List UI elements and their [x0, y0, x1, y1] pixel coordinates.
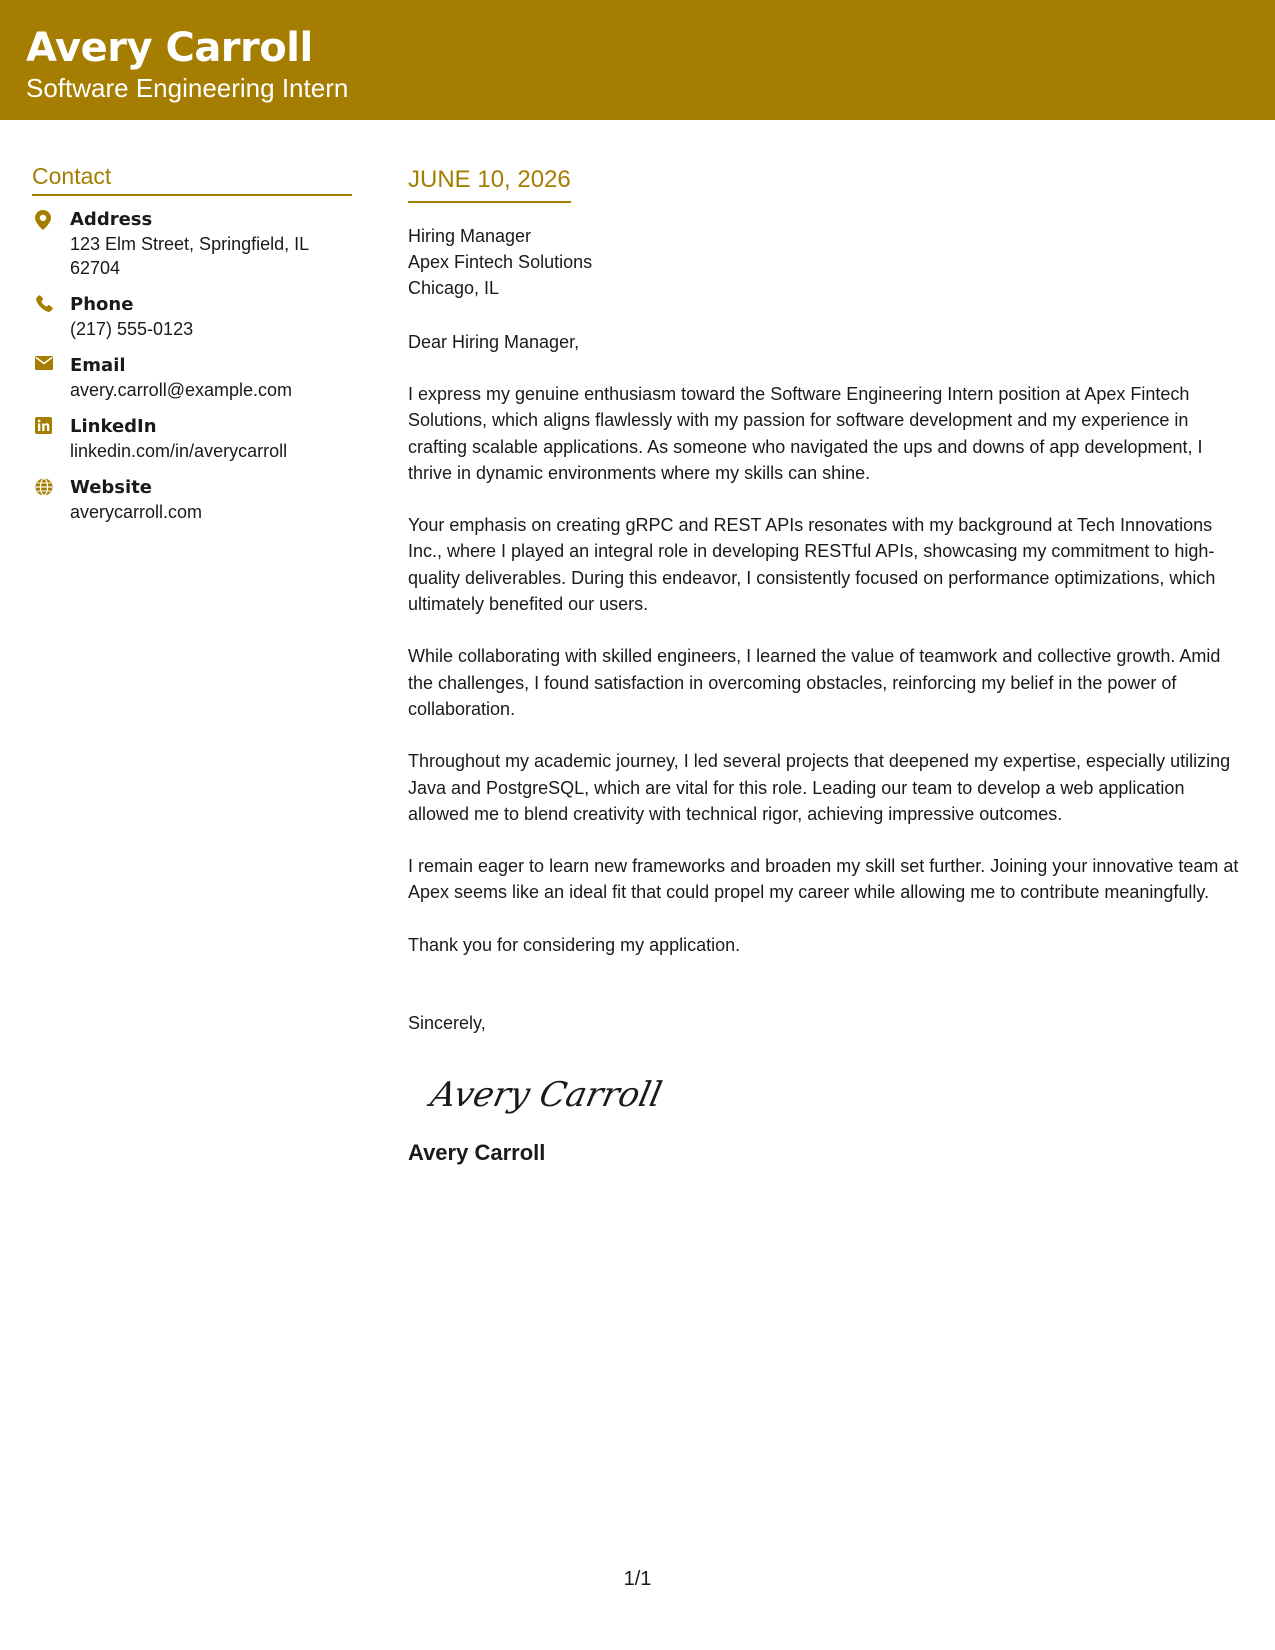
page-number: 1/1: [623, 1568, 652, 1590]
signature-text: Avery Carroll: [427, 1075, 666, 1115]
linkedin-icon: [32, 415, 70, 434]
contact-heading: Contact: [32, 160, 352, 196]
letter-paragraph: I express my genuine enthusiasm toward the Software Engineering Intern position at Apex Fintech Solutions, which aligns flawlessly with my passion for software development and my experience in crafting scalable applications. As someone who navigated the ups and downs of app development, I thrive in dynamic environments where my skills can shine.: [408, 384, 1203, 483]
recipient-line: Hiring Manager: [408, 226, 532, 246]
recipient-line: Apex Fintech Solutions: [408, 252, 593, 272]
letter-paragraph: While collaborating with skilled engineers, I learned the value of teamwork and collective growth. Amid the challenges, I found satisfaction in overcoming obstacles, reinforcing my belief in the power of collaboration.: [408, 646, 1221, 719]
letter-paragraph: Thank you for considering my application.: [408, 934, 741, 955]
salutation: Dear Hiring Manager,: [408, 332, 580, 352]
contact-value: (217) 555-0123: [70, 319, 194, 339]
applicant-title: Software Engineering Intern: [26, 73, 349, 103]
contact-label: Phone: [70, 294, 134, 315]
contact-item-website: [32, 476, 352, 524]
header-band: [0, 0, 1275, 120]
contact-value: avery.carroll@example.com: [70, 380, 293, 400]
letter-paragraph: Your emphasis on creating gRPC and REST APIs resonates with my background at Tech Innovations Inc., where I played an integral role in developing RESTful APIs, showcasing my commitment to high-quality deliverables. During this endeavor, I consistently focused on performance optimizations, which ultimately benefited our users.: [408, 515, 1216, 615]
letter-date: JUNE 10, 2026: [408, 163, 571, 203]
applicant-name: Avery Carroll: [26, 25, 313, 71]
contact-value: averycarroll.com: [70, 502, 203, 522]
contact-item-linkedin: [32, 415, 352, 463]
location-pin-icon: [32, 208, 70, 230]
globe-icon: [32, 476, 70, 496]
recipient-block: [408, 223, 1248, 301]
recipient-line: Chicago, IL: [408, 278, 500, 298]
contact-label: Address: [70, 209, 153, 230]
letter-body: [408, 163, 1248, 1168]
contact-sidebar: [32, 160, 352, 537]
letter-paragraph: Throughout my academic journey, I led several projects that deepened my expertise, especially utilizing Java and PostgreSQL, which are vital for this role. Leading our team to develop a web application allowed me to blend creativity with technical rigor, achieving impressive outcomes.: [408, 751, 1231, 824]
phone-icon: [32, 293, 70, 313]
signed-name: Avery Carroll: [408, 1140, 546, 1166]
contact-value: 123 Elm Street, Springfield, IL 62704: [70, 234, 309, 278]
contact-value: linkedin.com/in/averycarroll: [70, 441, 288, 461]
contact-item-address: [32, 208, 352, 280]
contact-item-phone: [32, 293, 352, 341]
contact-label: LinkedIn: [70, 416, 157, 437]
contact-label: Email: [70, 355, 126, 376]
contact-label: Website: [70, 477, 153, 498]
envelope-icon: [32, 354, 70, 370]
contact-item-email: [32, 354, 352, 402]
closing: Sincerely,: [408, 1013, 486, 1034]
handwritten-signature: [426, 1064, 1248, 1124]
letter-paragraph: I remain eager to learn new frameworks and broaden my skill set further. Joining your innovative team at Apex seems like an ideal fit that could propel my career while allowing me to contribute meaningfully.: [408, 856, 1239, 903]
